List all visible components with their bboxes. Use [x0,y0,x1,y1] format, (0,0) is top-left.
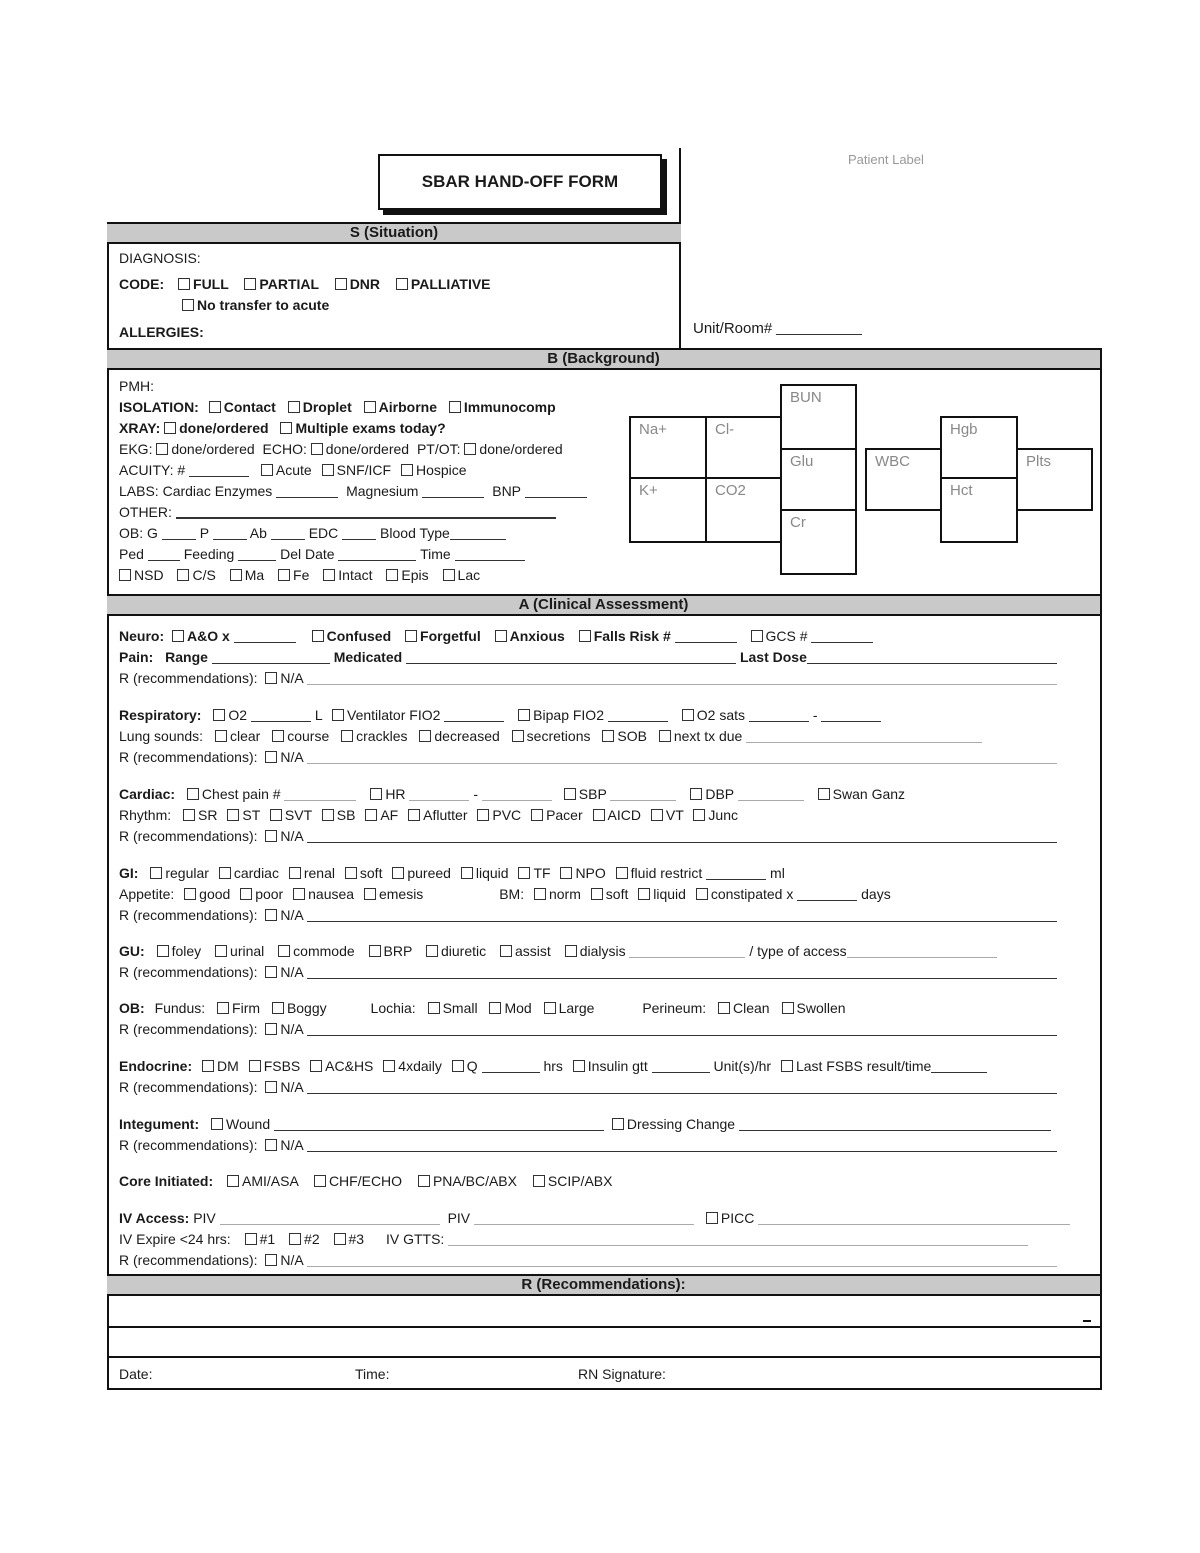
bm-norm-checkbox[interactable] [534,888,546,900]
gu-commode-checkbox[interactable] [278,945,290,957]
gi-liquid-checkbox[interactable] [461,867,473,879]
endo-rec-row[interactable]: R (recommendations): N/A [119,1078,1057,1096]
ekg-row: EKG: done/ordered ECHO: done/ordered PT/OT: done/ordered [119,441,563,457]
gi-row: GI: regular cardiac renal soft pureed liquid TF NPO fluid restrict ml [119,865,785,881]
iv-picc-checkbox[interactable] [706,1212,718,1224]
rh-aflutter-checkbox[interactable] [408,809,420,821]
recommendation-line-1[interactable] [109,1296,1100,1326]
ob-firm-checkbox[interactable] [217,1002,229,1014]
neuro-gcs-checkbox[interactable] [751,630,763,642]
iso-airborne-checkbox[interactable] [364,401,376,413]
app-emesis-checkbox[interactable] [364,888,376,900]
lung-clear-checkbox[interactable] [215,730,227,742]
gu-row: GU: foley urinal commode BRP diuretic assist dialysis / type of access [119,942,997,960]
ob-mod-checkbox[interactable] [489,1002,501,1014]
hospice-checkbox[interactable] [401,464,413,476]
lung-course-checkbox[interactable] [272,730,284,742]
endo-fsbs-checkbox[interactable] [249,1060,261,1072]
snf-checkbox[interactable] [322,464,334,476]
patient-label: Patient Label [848,152,924,167]
lab-hgb[interactable]: Hgb [940,416,1018,479]
iv-1-checkbox[interactable] [245,1233,257,1245]
resp-na-checkbox[interactable] [265,751,277,763]
lab-co2[interactable]: CO2 [705,477,782,543]
neuro-anxious-checkbox[interactable] [495,630,507,642]
core-ami-checkbox[interactable] [227,1175,239,1187]
iv-2-checkbox[interactable] [289,1233,301,1245]
card-hr-checkbox[interactable] [370,788,382,800]
integ-na-checkbox[interactable] [265,1139,277,1151]
lab-plts[interactable]: Plts [1016,448,1093,511]
integ-dressing-checkbox[interactable] [612,1118,624,1130]
neuro-row: Neuro: A&O x Confused Forgetful Anxious Falls Risk # GCS # [119,627,873,645]
endo-dm-checkbox[interactable] [202,1060,214,1072]
gi-regular-checkbox[interactable] [150,867,162,879]
isolation-row: ISOLATION: Contact Droplet Airborne Immunocomp [119,399,556,415]
endo-row: Endocrine: DM FSBS AC&HS 4xdaily Q hrs Insulin gtt Unit(s)/hr Last FSBS result/time [119,1057,987,1075]
resp-bipap-checkbox[interactable] [518,709,530,721]
xray-done-checkbox[interactable] [164,422,176,434]
dash-mark [1083,1320,1091,1322]
gi-na-checkbox[interactable] [265,909,277,921]
iv-3-checkbox[interactable] [334,1233,346,1245]
gi-npo-checkbox[interactable] [560,867,572,879]
core-scip-checkbox[interactable] [533,1175,545,1187]
gi-renal-checkbox[interactable] [289,867,301,879]
assessment-band: A (Clinical Assessment) [107,594,1100,616]
ob-na-checkbox[interactable] [265,1023,277,1035]
frame-bottom [107,1388,1102,1390]
iso-droplet-checkbox[interactable] [288,401,300,413]
integ-rec-row[interactable]: R (recommendations): N/A [119,1136,1057,1154]
neuro-confused-checkbox[interactable] [312,630,324,642]
rh-sb-checkbox[interactable] [322,809,334,821]
endo-achs-checkbox[interactable] [310,1060,322,1072]
cardiac-row: Cardiac: Chest pain # HR - SBP DBP Swan Ganz [119,786,906,802]
recommendation-divider-2 [107,1356,1102,1358]
gu-urinal-checkbox[interactable] [215,945,227,957]
appetite-row: Appetite: good poor nausea emesis BM: norm soft liquid constipated x days [119,886,891,902]
pmh-field[interactable]: PMH: [119,378,154,394]
endo-q-checkbox[interactable] [452,1060,464,1072]
gu-rec-row[interactable]: R (recommendations): N/A [119,963,1057,981]
resp-row: Respiratory: O2 L Ventilator FIO2 Bipap FIO2 O2 sats - [119,706,881,724]
unit-room-field[interactable]: Unit/Room# [693,320,862,337]
lab-hct[interactable]: Hct [940,477,1018,543]
rh-aicd-checkbox[interactable] [593,809,605,821]
app-poor-checkbox[interactable] [240,888,252,900]
code-status-row: CODE: FULL PARTIAL DNR PALLIATIVE [119,276,491,292]
core-row: Core Initiated: AMI/ASA CHF/ECHO PNA/BC/ABX SCIP/ABX [119,1173,613,1189]
rh-st-checkbox[interactable] [227,809,239,821]
neuro-na-checkbox[interactable] [265,672,277,684]
iso-contact-checkbox[interactable] [209,401,221,413]
iv-row: IV Access: PIV PIV PICC [119,1209,1070,1227]
gi-rec-row[interactable]: R (recommendations): N/A [119,906,1057,924]
ped-row: Ped Feeding Del Date Time [119,545,525,563]
frame-right [1100,348,1102,1390]
card-swan-checkbox[interactable] [818,788,830,800]
iso-immunocomp-checkbox[interactable] [449,401,461,413]
ma-checkbox[interactable] [230,569,242,581]
fe-checkbox[interactable] [278,569,290,581]
form-title: SBAR HAND-OFF FORM [378,154,662,210]
acute-checkbox[interactable] [261,464,273,476]
ob-small-checkbox[interactable] [428,1002,440,1014]
gi-fluid-checkbox[interactable] [616,867,628,879]
nsd-checkbox[interactable] [119,569,131,581]
card-sbp-checkbox[interactable] [564,788,576,800]
rh-pacer-checkbox[interactable] [531,809,543,821]
endo-insulin-checkbox[interactable] [573,1060,585,1072]
frame-left [107,222,109,1390]
cardiac-na-checkbox[interactable] [265,830,277,842]
lung-crackles-checkbox[interactable] [341,730,353,742]
gi-cardiac-checkbox[interactable] [219,867,231,879]
iv-na-checkbox[interactable] [265,1254,277,1266]
gu-diuretic-checkbox[interactable] [426,945,438,957]
resp-sats-checkbox[interactable] [682,709,694,721]
rh-junc-checkbox[interactable] [693,809,705,821]
rn-signature-field[interactable]: RN Signature: [578,1366,666,1382]
gu-foley-checkbox[interactable] [157,945,169,957]
lung-row: Lung sounds: clear course crackles decreased secretions SOB next tx due [119,727,982,745]
neuro-ao-checkbox[interactable] [172,630,184,642]
neuro-falls-checkbox[interactable] [579,630,591,642]
code-palliative-checkbox[interactable] [396,278,408,290]
intact-checkbox[interactable] [323,569,335,581]
background-band: B (Background) [107,348,1100,370]
rh-sr-checkbox[interactable] [183,809,195,821]
epis-checkbox[interactable] [386,569,398,581]
endo-na-checkbox[interactable] [265,1081,277,1093]
card-chest-checkbox[interactable] [187,788,199,800]
recommendations-band: R (Recommendations): [107,1274,1100,1296]
iv-expire-row: IV Expire <24 hrs: #1 #2 #3 IV GTTS: [119,1230,1028,1248]
header-divider [679,148,681,348]
gu-brp-checkbox[interactable] [369,945,381,957]
integ-row: Integument: Wound Dressing Change [119,1115,1051,1133]
ob-boggy-checkbox[interactable] [272,1002,284,1014]
lab-k[interactable]: K+ [629,477,707,543]
echo-done-checkbox[interactable] [311,443,323,455]
ptot-done-checkbox[interactable] [464,443,476,455]
lab-bun[interactable]: BUN [780,384,857,450]
xray-multiple-checkbox[interactable] [280,422,292,434]
endo-4x-checkbox[interactable] [383,1060,395,1072]
lung-sob-checkbox[interactable] [602,730,614,742]
ob-row: OB: G P Ab EDC Blood Type [119,524,506,542]
code-full-checkbox[interactable] [178,278,190,290]
xray-row: XRAY: done/ordered Multiple exams today? [119,420,446,436]
ob-large-checkbox[interactable] [544,1002,556,1014]
app-nausea-checkbox[interactable] [293,888,305,900]
lab-wbc[interactable]: WBC [865,448,942,511]
delivery-row: NSD C/S Ma Fe Intact Epis Lac [119,566,480,584]
iv-rec-row[interactable]: R (recommendations): N/A [119,1251,1057,1269]
time-field[interactable]: Time: [355,1366,390,1382]
bm-soft-checkbox[interactable] [591,888,603,900]
gi-pureed-checkbox[interactable] [392,867,404,879]
code-dnr-checkbox[interactable] [335,278,347,290]
gi-soft-checkbox[interactable] [345,867,357,879]
lab-cr[interactable]: Cr [780,509,857,575]
neuro-forgetful-checkbox[interactable] [405,630,417,642]
rh-vt-checkbox[interactable] [651,809,663,821]
lung-decreased-checkbox[interactable] [419,730,431,742]
integ-wound-checkbox[interactable] [211,1118,223,1130]
lab-cl[interactable]: Cl- [705,416,782,479]
ob-swollen-checkbox[interactable] [782,1002,794,1014]
rhythm-row: Rhythm: SR ST SVT SB AF Aflutter PVC Pacer AICD VT Junc [119,807,738,823]
no-transfer-row: No transfer to acute [182,296,329,314]
resp-o2-checkbox[interactable] [213,709,225,721]
ob-clean-checkbox[interactable] [718,1002,730,1014]
gu-na-checkbox[interactable] [265,966,277,978]
lab-na[interactable]: Na+ [629,416,707,479]
core-chf-checkbox[interactable] [314,1175,326,1187]
resp-vent-checkbox[interactable] [332,709,344,721]
situation-band: S (Situation) [107,222,681,244]
ob-rec-row[interactable]: R (recommendations): N/A [119,1020,1057,1038]
recommendation-line-2[interactable] [109,1328,1100,1356]
bm-constipated-checkbox[interactable] [696,888,708,900]
pain-row: Pain: Range Medicated Last Dose [119,648,1057,666]
lab-glu[interactable]: Glu [780,448,857,511]
rh-pvc-checkbox[interactable] [477,809,489,821]
ob-assess-row: OB: Fundus: Firm Boggy Lochia: Small Mod Large Perineum: Clean Swollen [119,1000,846,1016]
cs-checkbox[interactable] [177,569,189,581]
card-dbp-checkbox[interactable] [690,788,702,800]
other-row[interactable]: OTHER: [119,503,556,521]
diagnosis-field[interactable]: DIAGNOSIS: [119,250,201,266]
resp-rec-row[interactable]: R (recommendations): N/A [119,748,1057,766]
lac-checkbox[interactable] [443,569,455,581]
ekg-done-checkbox[interactable] [156,443,168,455]
date-field[interactable]: Date: [119,1366,153,1382]
cardiac-rec-row[interactable]: R (recommendations): N/A [119,827,1057,845]
code-partial-checkbox[interactable] [244,278,256,290]
gu-assist-checkbox[interactable] [500,945,512,957]
no-transfer-checkbox[interactable] [182,299,194,311]
endo-last-checkbox[interactable] [781,1060,793,1072]
bm-liquid-checkbox[interactable] [638,888,650,900]
labs-row: LABS: Cardiac Enzymes Magnesium BNP [119,482,587,500]
allergies-field[interactable]: ALLERGIES: [119,324,204,340]
rh-af-checkbox[interactable] [365,809,377,821]
acuity-row: ACUITY: # Acute SNF/ICF Hospice [119,462,467,478]
app-good-checkbox[interactable] [184,888,196,900]
gi-tf-checkbox[interactable] [518,867,530,879]
lung-next-checkbox[interactable] [659,730,671,742]
core-pna-checkbox[interactable] [418,1175,430,1187]
lung-secretions-checkbox[interactable] [512,730,524,742]
gu-dialysis-checkbox[interactable] [565,945,577,957]
neuro-rec-row[interactable]: R (recommendations): N/A [119,669,1057,687]
rh-svt-checkbox[interactable] [270,809,282,821]
